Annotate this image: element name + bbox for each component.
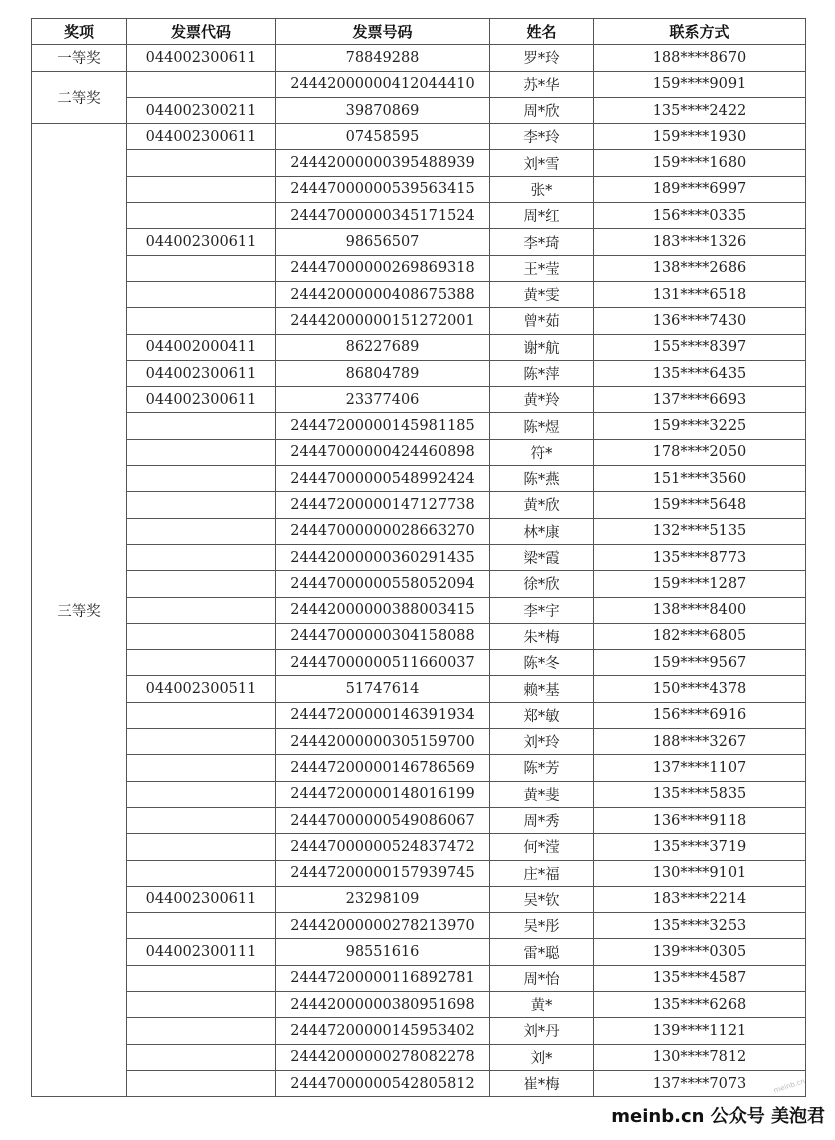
contact-cell: 135****3253	[594, 913, 806, 939]
invoice-code-cell	[127, 702, 276, 728]
winner-name-cell: 黄*斐	[490, 781, 594, 807]
header-row	[32, 19, 806, 45]
header-name: 姓名	[490, 19, 594, 45]
winner-name-cell: 黄*羚	[490, 387, 594, 413]
table-row	[32, 913, 806, 939]
table-row	[32, 781, 806, 807]
table-row	[32, 176, 806, 202]
contact-cell: 130****9101	[594, 860, 806, 886]
contact-cell: 138****2686	[594, 255, 806, 281]
invoice-code-cell: 044002300611	[127, 229, 276, 255]
invoice-code-cell	[127, 623, 276, 649]
invoice-number-cell: 24447000000558052094	[276, 571, 490, 597]
table-row	[32, 1070, 806, 1096]
header-prize: 奖项	[32, 19, 127, 45]
invoice-number-cell: 24442000000151272001	[276, 308, 490, 334]
winner-name-cell: 庄*福	[490, 860, 594, 886]
winner-name-cell: 符*	[490, 439, 594, 465]
winner-name-cell: 苏*华	[490, 71, 594, 97]
header-invoice-number: 发票号码	[276, 19, 490, 45]
table-row	[32, 650, 806, 676]
contact-cell: 188****8670	[594, 45, 806, 71]
invoice-code-cell	[127, 1018, 276, 1044]
winner-name-cell: 陈*燕	[490, 466, 594, 492]
table-row	[32, 150, 806, 176]
invoice-number-cell: 24442000000278082278	[276, 1044, 490, 1070]
invoice-number-cell: 24447000000549086067	[276, 807, 490, 833]
contact-cell: 159****1680	[594, 150, 806, 176]
contact-cell: 188****3267	[594, 729, 806, 755]
winner-name-cell: 林*康	[490, 518, 594, 544]
contact-cell: 159****3225	[594, 413, 806, 439]
winner-name-cell: 王*莹	[490, 255, 594, 281]
invoice-number-cell: 24447200000116892781	[276, 965, 490, 991]
table-header	[32, 19, 806, 45]
invoice-code-cell	[127, 176, 276, 202]
table-row	[32, 229, 806, 255]
table-row	[32, 702, 806, 728]
winner-name-cell: 朱*梅	[490, 623, 594, 649]
source-watermark: meinb.cn 公众号 美泡君	[611, 1106, 825, 1127]
invoice-number-cell: 24442000000380951698	[276, 991, 490, 1017]
invoice-code-cell: 044002300611	[127, 387, 276, 413]
invoice-code-cell	[127, 281, 276, 307]
faint-watermark: meinb.cn	[772, 1077, 806, 1095]
invoice-number-cell: 23377406	[276, 387, 490, 413]
prize-level-cell: 三等奖	[32, 124, 127, 1097]
invoice-code-cell	[127, 755, 276, 781]
winner-name-cell: 陈*冬	[490, 650, 594, 676]
winner-name-cell: 陈*萍	[490, 360, 594, 386]
contact-cell: 159****9567	[594, 650, 806, 676]
invoice-code-cell: 044002300611	[127, 124, 276, 150]
contact-cell: 135****8773	[594, 544, 806, 570]
invoice-number-cell: 24442000000408675388	[276, 281, 490, 307]
header-contact: 联系方式	[594, 19, 806, 45]
invoice-number-cell: 24447200000146391934	[276, 702, 490, 728]
table-row	[32, 281, 806, 307]
winner-name-cell: 周*欣	[490, 97, 594, 123]
invoice-number-cell: 24447000000542805812	[276, 1070, 490, 1096]
invoice-number-cell: 24447000000511660037	[276, 650, 490, 676]
invoice-code-cell: 044002300611	[127, 360, 276, 386]
winner-name-cell: 周*红	[490, 203, 594, 229]
table-body	[32, 45, 806, 1097]
table-row	[32, 807, 806, 833]
contact-cell: 159****5648	[594, 492, 806, 518]
invoice-number-cell: 24447000000028663270	[276, 518, 490, 544]
header-invoice-code: 发票代码	[127, 19, 276, 45]
contact-cell: 130****7812	[594, 1044, 806, 1070]
table-row	[32, 755, 806, 781]
invoice-code-cell	[127, 518, 276, 544]
table-row	[32, 492, 806, 518]
invoice-code-cell	[127, 991, 276, 1017]
invoice-number-cell: 24442000000305159700	[276, 729, 490, 755]
table-row	[32, 571, 806, 597]
table-row	[32, 886, 806, 912]
winner-name-cell: 刘*丹	[490, 1018, 594, 1044]
table-row	[32, 387, 806, 413]
prize-level-cell: 一等奖	[32, 45, 127, 71]
invoice-code-cell: 044002300611	[127, 45, 276, 71]
contact-cell: 135****4587	[594, 965, 806, 991]
winner-name-cell: 刘*玲	[490, 729, 594, 755]
table-row	[32, 834, 806, 860]
invoice-number-cell: 24447000000269869318	[276, 255, 490, 281]
invoice-number-cell: 24447000000524837472	[276, 834, 490, 860]
invoice-number-cell: 24447200000145953402	[276, 1018, 490, 1044]
contact-cell: 178****2050	[594, 439, 806, 465]
contact-cell: 139****1121	[594, 1018, 806, 1044]
contact-cell: 135****2422	[594, 97, 806, 123]
table-row	[32, 676, 806, 702]
contact-cell: 131****6518	[594, 281, 806, 307]
winner-name-cell: 徐*欣	[490, 571, 594, 597]
invoice-code-cell	[127, 781, 276, 807]
invoice-number-cell: 24447200000145981185	[276, 413, 490, 439]
table-row	[32, 124, 806, 150]
contact-cell: 137****7073	[594, 1070, 806, 1096]
contact-cell: 189****6997	[594, 176, 806, 202]
invoice-code-cell	[127, 203, 276, 229]
winner-name-cell: 黄*欣	[490, 492, 594, 518]
contact-cell: 135****6268	[594, 991, 806, 1017]
contact-cell: 137****1107	[594, 755, 806, 781]
winner-name-cell: 李*玲	[490, 124, 594, 150]
invoice-code-cell: 044002300511	[127, 676, 276, 702]
invoice-code-cell	[127, 597, 276, 623]
contact-cell: 159****1287	[594, 571, 806, 597]
winner-name-cell: 黄*雯	[490, 281, 594, 307]
invoice-number-cell: 86804789	[276, 360, 490, 386]
invoice-code-cell	[127, 1044, 276, 1070]
contact-cell: 137****6693	[594, 387, 806, 413]
invoice-code-cell	[127, 308, 276, 334]
table-row	[32, 1018, 806, 1044]
invoice-number-cell: 24442000000395488939	[276, 150, 490, 176]
table-row	[32, 439, 806, 465]
winner-name-cell: 何*滢	[490, 834, 594, 860]
contact-cell: 156****0335	[594, 203, 806, 229]
invoice-number-cell: 24447000000304158088	[276, 623, 490, 649]
invoice-number-cell: 24447000000345171524	[276, 203, 490, 229]
contact-cell: 132****5135	[594, 518, 806, 544]
contact-cell: 136****9118	[594, 807, 806, 833]
winner-name-cell: 李*宇	[490, 597, 594, 623]
winner-name-cell: 刘*雪	[490, 150, 594, 176]
winner-name-cell: 张*	[490, 176, 594, 202]
winner-name-cell: 郑*敏	[490, 702, 594, 728]
table-row	[32, 308, 806, 334]
winner-name-cell: 吴*彤	[490, 913, 594, 939]
winner-name-cell: 梁*霞	[490, 544, 594, 570]
winner-name-cell: 罗*玲	[490, 45, 594, 71]
table-row	[32, 97, 806, 123]
invoice-code-cell	[127, 439, 276, 465]
invoice-code-cell	[127, 150, 276, 176]
table-row	[32, 360, 806, 386]
invoice-number-cell: 51747614	[276, 676, 490, 702]
invoice-code-cell	[127, 466, 276, 492]
table-row	[32, 71, 806, 97]
invoice-number-cell: 24442000000278213970	[276, 913, 490, 939]
winner-name-cell: 赖*基	[490, 676, 594, 702]
winner-name-cell: 李*琦	[490, 229, 594, 255]
table-row	[32, 939, 806, 965]
prize-winners-table	[31, 18, 806, 1097]
invoice-number-cell: 24447000000539563415	[276, 176, 490, 202]
contact-cell: 138****8400	[594, 597, 806, 623]
table-row	[32, 623, 806, 649]
contact-cell: 135****6435	[594, 360, 806, 386]
invoice-code-cell	[127, 255, 276, 281]
invoice-number-cell: 24447200000148016199	[276, 781, 490, 807]
winner-name-cell: 吴*钦	[490, 886, 594, 912]
invoice-number-cell: 07458595	[276, 124, 490, 150]
invoice-number-cell: 24447000000424460898	[276, 439, 490, 465]
invoice-number-cell: 24442000000412044410	[276, 71, 490, 97]
invoice-number-cell: 24447000000548992424	[276, 466, 490, 492]
contact-cell: 135****3719	[594, 834, 806, 860]
contact-cell: 139****0305	[594, 939, 806, 965]
invoice-code-cell: 044002300111	[127, 939, 276, 965]
table-row	[32, 965, 806, 991]
table-row	[32, 45, 806, 71]
table-row	[32, 413, 806, 439]
winner-name-cell: 周*怡	[490, 965, 594, 991]
invoice-number-cell: 86227689	[276, 334, 490, 360]
invoice-number-cell: 39870869	[276, 97, 490, 123]
prize-level-cell: 二等奖	[32, 71, 127, 124]
winner-name-cell: 周*秀	[490, 807, 594, 833]
invoice-code-cell	[127, 834, 276, 860]
contact-cell: 159****9091	[594, 71, 806, 97]
invoice-number-cell: 98551616	[276, 939, 490, 965]
invoice-code-cell: 044002300611	[127, 886, 276, 912]
contact-cell: 150****4378	[594, 676, 806, 702]
contact-cell: 136****7430	[594, 308, 806, 334]
table-row	[32, 544, 806, 570]
contact-cell: 156****6916	[594, 702, 806, 728]
invoice-code-cell	[127, 71, 276, 97]
invoice-code-cell	[127, 1070, 276, 1096]
invoice-number-cell: 24447200000157939745	[276, 860, 490, 886]
winner-name-cell: 黄*	[490, 991, 594, 1017]
contact-cell: 183****1326	[594, 229, 806, 255]
table-row	[32, 991, 806, 1017]
contact-cell: 151****3560	[594, 466, 806, 492]
invoice-code-cell	[127, 860, 276, 886]
invoice-code-cell	[127, 571, 276, 597]
contact-cell: 159****1930	[594, 124, 806, 150]
winner-name-cell: 谢*航	[490, 334, 594, 360]
invoice-code-cell	[127, 913, 276, 939]
table-row	[32, 203, 806, 229]
invoice-number-cell: 23298109	[276, 886, 490, 912]
table-row	[32, 1044, 806, 1070]
invoice-number-cell: 24442000000360291435	[276, 544, 490, 570]
table-row	[32, 729, 806, 755]
table-row	[32, 466, 806, 492]
invoice-code-cell	[127, 965, 276, 991]
table-row	[32, 860, 806, 886]
winner-name-cell: 崔*梅	[490, 1070, 594, 1096]
invoice-number-cell: 24447200000146786569	[276, 755, 490, 781]
invoice-code-cell	[127, 544, 276, 570]
winner-name-cell: 雷*聪	[490, 939, 594, 965]
table-row	[32, 518, 806, 544]
table-row	[32, 255, 806, 281]
contact-cell: 182****6805	[594, 623, 806, 649]
invoice-number-cell: 24447200000147127738	[276, 492, 490, 518]
table-row	[32, 597, 806, 623]
invoice-code-cell	[127, 650, 276, 676]
invoice-number-cell: 24442000000388003415	[276, 597, 490, 623]
invoice-code-cell	[127, 492, 276, 518]
invoice-code-cell: 044002300211	[127, 97, 276, 123]
invoice-code-cell	[127, 729, 276, 755]
invoice-number-cell: 98656507	[276, 229, 490, 255]
winner-name-cell: 刘*	[490, 1044, 594, 1070]
winner-name-cell: 陈*芳	[490, 755, 594, 781]
contact-cell: 183****2214	[594, 886, 806, 912]
invoice-code-cell	[127, 413, 276, 439]
contact-cell: 135****5835	[594, 781, 806, 807]
invoice-code-cell: 044002000411	[127, 334, 276, 360]
invoice-number-cell: 78849288	[276, 45, 490, 71]
table-row	[32, 334, 806, 360]
invoice-code-cell	[127, 807, 276, 833]
winner-name-cell: 曾*茹	[490, 308, 594, 334]
contact-cell: 155****8397	[594, 334, 806, 360]
winner-name-cell: 陈*煜	[490, 413, 594, 439]
